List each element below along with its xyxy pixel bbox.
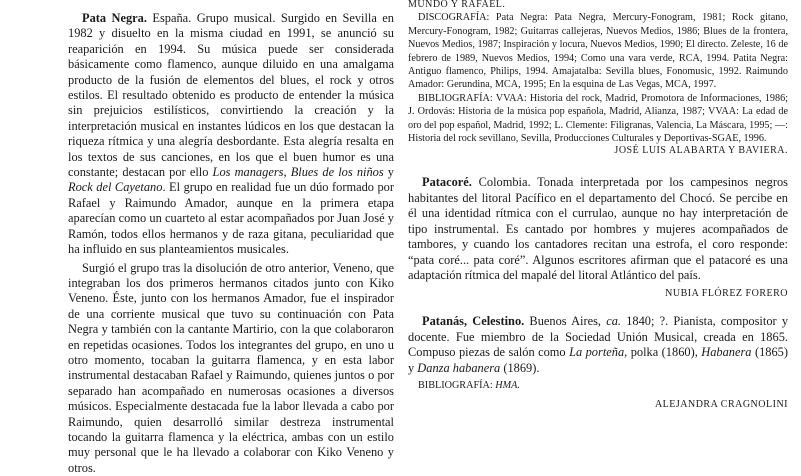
- entry-text: y: [384, 165, 394, 179]
- right-column: [408, 0, 788, 410]
- entry-text: Buenos Aires,: [524, 314, 606, 328]
- entry-patacore: [408, 175, 788, 283]
- entry-text: ,: [283, 165, 290, 179]
- entry-patanas: [408, 314, 788, 376]
- entry-text: Colombia. Tonada interpretada por los campesinos negros habitantes del litoral Pacífico en el departamento del Chocó. Se percibe en él una identidad rítmica con el currulao, aunque no hay interpretación de tipo instrumental. Es cantado por hombres y mujeres acompañados de tambores, y cuando los cantadores recitan una estrofa, el coro responde: “pata coré... pata coré”. Algunos escritores afirman que el patacoré es una adaptación rítmica del mapalé del litoral Atlántico del país.: [408, 175, 788, 281]
- paragraph-2: Surgió el grupo tras la disolución de otro anterior, Veneno, que integraban los dos primeros hermanos citados junto con Kiko Veneno. Éste, junto con los hermanos Amador, fue el inspirador de una corriente musical que tuvo su continuación con Pata Negra y también con la cantante Martirio, con la que colaboraron en repetidas ocasiones. Todos los integrantes del grupo, en uno u otro momento, tocaban la guitarra flamenca, y en esta labor instrumental destacaban Rafael y Raimundo, quienes juntos o por separado han acompañado en numerosas ocasiones a diversos músicos. Especialmente destacada fue la labor llevada a cabo por Raimundo, quien desarrolló similar destreza instrumental tocando la guitarra flamenca y la eléctrica, ambas con un estilo muy personal que le ha llevado a colaborar con Kiko Veneno y otros.: [68, 261, 394, 476]
- discography: DISCOGRAFÍA: Pata Negra: Pata Negra, Mercury-Fonogram, 1981; Rock gitano, Mercury-Fonogram, 1982; Guitarras callejeras, Nuevos Medios, 1986; Blues de la frontera, Nuevos Medios, 1987; Inspiración y locura, Nuevos Medios, 1990; El directo. Zeleste, 16 de febrero de 1989, Nuevos Medios, 1994; Como una vara verde, RCA, 1994. Patita Negra: Antiguo flamenco, Philips, 1994. Amajatalba: Sevilla blues, Fonomusic, 1992. Raimundo Amador: Gerundina, MCA, 1995; En la esquina de Las Vegas, MCA, 1997.: [408, 11, 788, 91]
- biblio-label: BIBLIOGRAFÍA:: [418, 380, 495, 391]
- bibliography: BIBLIOGRAFÍA: VVAA: Historia del rock, Madrid, Promotora de Informaciones, 1986; J. Ordovás: Historia de la música pop española, Madrid, Alianza, 1987; VVAA: La edad de oro del pop español, Madrid, 1992; L. Clemente: Filigranas, Valencia, La Máscara, 1995; —: Historia del rock sevillano, Sevilla, Producciones Culturales y Deportivas-SGAE, 1996.: [408, 92, 788, 146]
- entry-text: España. Grupo musical. Surgido en Sevilla en 1982 y disuelto en la misma ciudad en 1991, se anunció su reaparición en 1994. Su música puede ser considerada básicamente como flamenco, aunque diluido en una amalgama producto de la fusión de elementos del blues, el rock y otros estilos. El resultado obtenido es producto de entender la música sin prejuicios estilísticos, convirtiendo la creación y la interpretación musical en instantes lúdicos en los que destacan la riqueza rítmica y una alegría desbordante. Esta alegría resalta en los textos de sus canciones, en los que el buen humor es una constante; destacan por ello: [68, 11, 394, 179]
- work-title: Danza habanera: [417, 361, 500, 375]
- author-signature: JOSÉ LUIS ALABARTA Y BAVIERA.: [408, 145, 788, 156]
- author-signature: NUBIA FLÓREZ FORERO: [408, 288, 788, 299]
- song-title: Blues de los niños: [291, 165, 384, 179]
- entry-term: Pata Negra.: [82, 11, 147, 25]
- biblio-value: HMA.: [495, 380, 520, 391]
- entry-term: Patanás, Celestino.: [422, 314, 524, 328]
- entry-text: . El grupo en realidad fue un dúo formado por Rafael y Raimundo Amador, aunque en la primera etapa aparecían como un cuarteto al estar acompañados por Juan José y Ramón, todos ellos hermanos y de raza gitana, peculiaridad que ha influido en sus planteamientos musicales.: [68, 180, 394, 256]
- abbrev: ca.: [606, 314, 621, 328]
- entry-text: (1869).: [500, 361, 539, 375]
- entry-text: , polka (1860),: [624, 345, 701, 359]
- left-column: [68, 11, 394, 476]
- song-title: Rock del Cayetano: [68, 180, 162, 194]
- entry-term: Patacoré.: [422, 175, 472, 189]
- work-title: La porteña: [569, 345, 624, 359]
- entry-pata-negra: [68, 11, 394, 258]
- song-title: Los managers: [213, 165, 284, 179]
- work-title: Habanera: [701, 345, 751, 359]
- continued-line: MUNDO Y RAFAEL.: [408, 0, 788, 11]
- bibliography-2: [408, 379, 788, 392]
- author-signature: ALEJANDRA CRAGNOLINI: [408, 399, 788, 410]
- entry-text: 1840; ?. Pianista, compositor y docente. Fue miembro de la Sociedad Unión Musical, creada en 1865. Compuso piezas de salón como: [408, 314, 788, 359]
- entry-text: (1865) y: [408, 345, 788, 374]
